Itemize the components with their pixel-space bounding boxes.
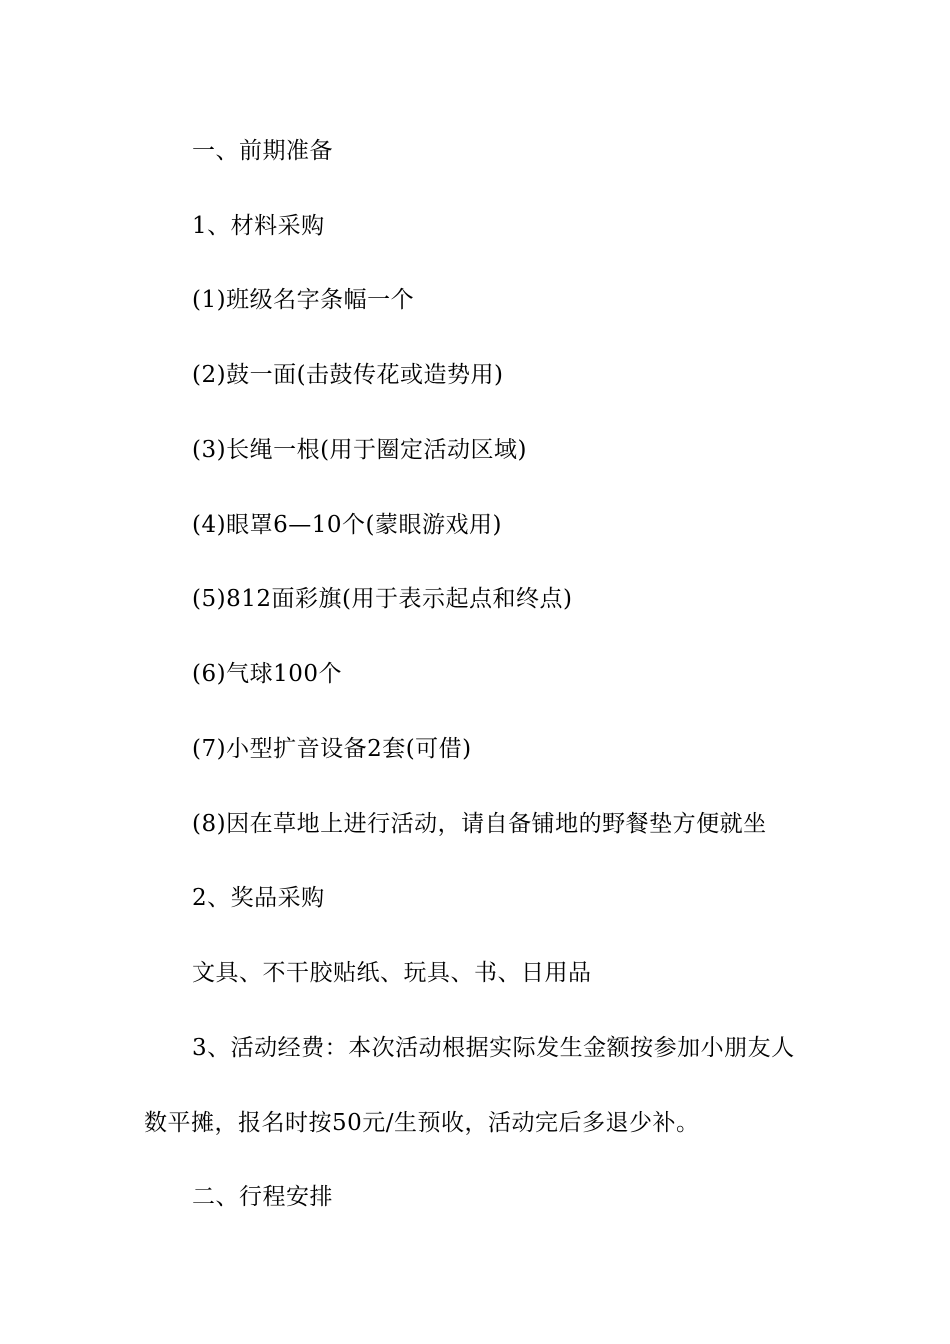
section-heading-preparation: 一、前期准备	[192, 138, 333, 164]
list-item: (6)气球100个	[192, 661, 342, 687]
list-item: (2)鼓一面(击鼓传花或造势用)	[192, 362, 504, 388]
list-item: (7)小型扩音设备2套(可借)	[192, 736, 472, 762]
subheading-prizes: 2、奖品采购	[192, 885, 325, 911]
list-item: (4)眼罩6—10个(蒙眼游戏用)	[192, 512, 502, 538]
section-heading-itinerary: 二、行程安排	[192, 1184, 333, 1210]
paragraph-funding: 3、活动经费：本次活动根据实际发生金额按参加小朋友人	[192, 1035, 795, 1061]
subheading-materials: 1、材料采购	[192, 213, 325, 239]
list-item: (8)因在草地上进行活动，请自备铺地的野餐垫方便就坐	[192, 811, 767, 837]
paragraph-funding-continued: 数平摊，报名时按50元/生预收，活动完后多退少补。	[144, 1110, 700, 1136]
list-item: (1)班级名字条幅一个	[192, 287, 415, 313]
prize-list: 文具、不干胶贴纸、玩具、书、日用品	[192, 960, 592, 986]
list-item: (3)长绳一根(用于圈定活动区域)	[192, 437, 528, 463]
list-item: (5)812面彩旗(用于表示起点和终点)	[192, 586, 573, 612]
